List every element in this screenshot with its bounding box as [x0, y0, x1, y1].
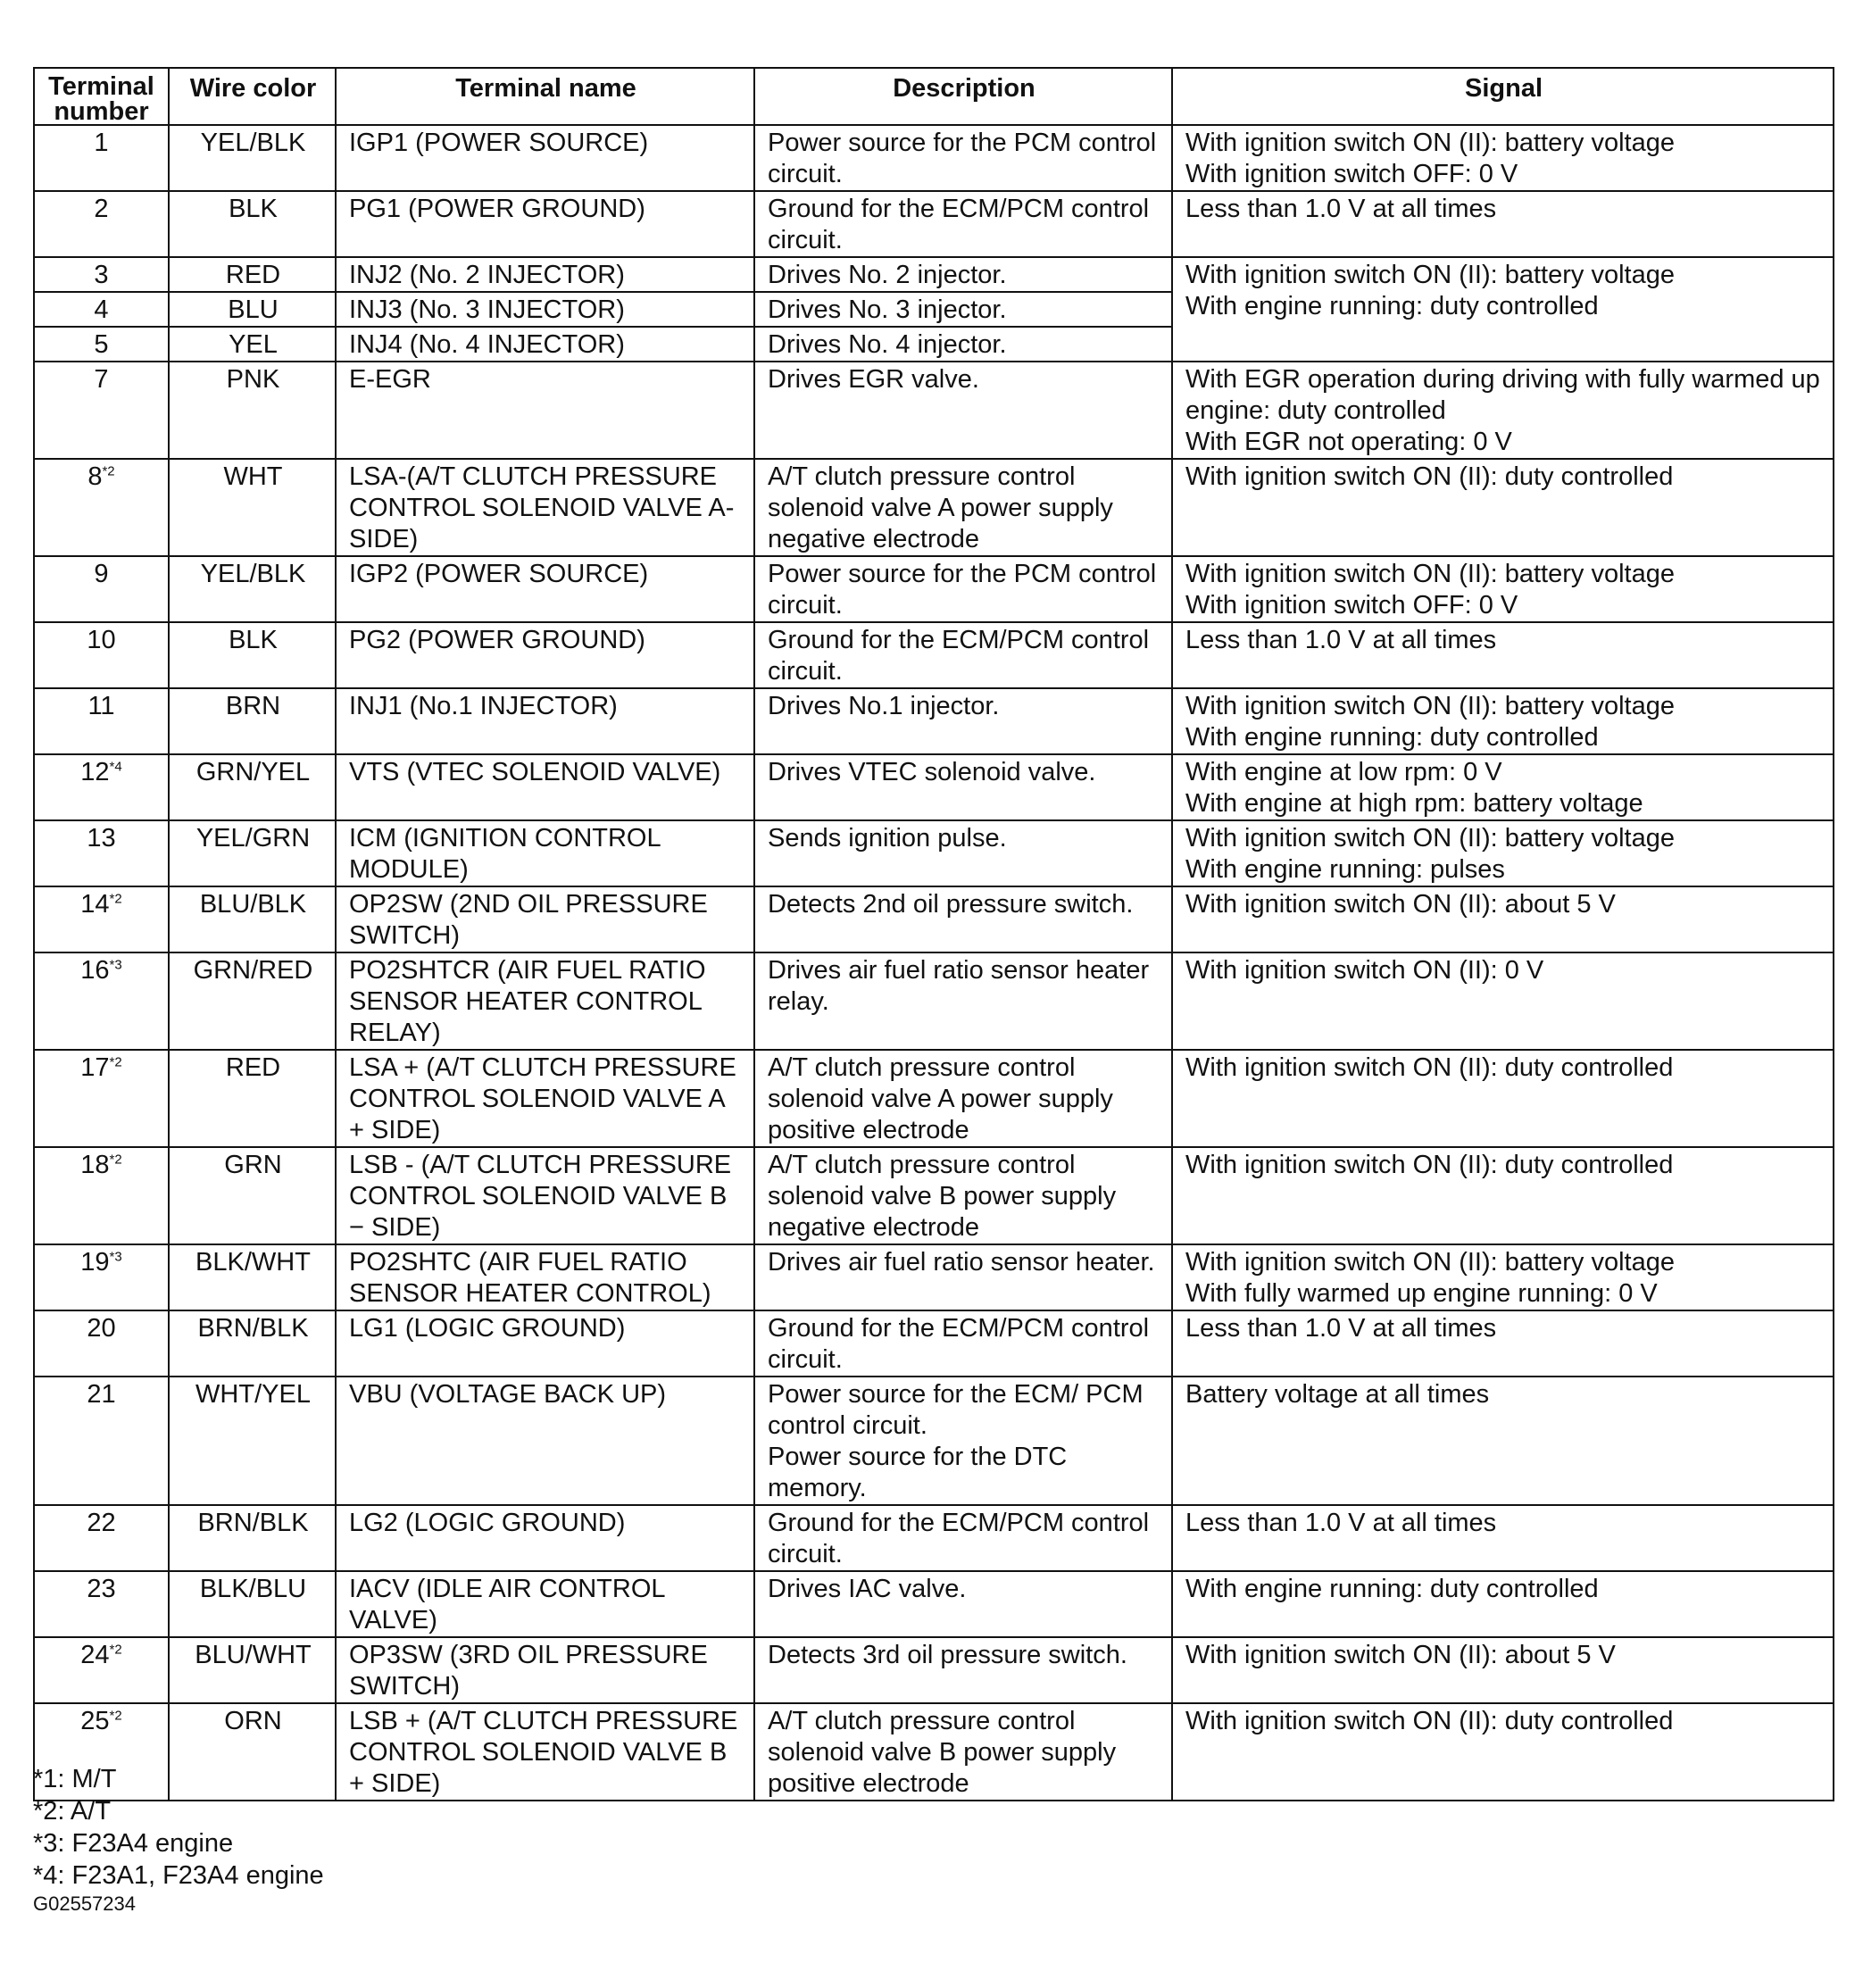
signal-cell — [1172, 362, 1834, 459]
terminal-number: 5 — [94, 330, 109, 359]
signal-line: With engine at high rpm: battery voltage — [1185, 789, 1643, 818]
description-line: Drives No. 2 injector. — [768, 261, 1007, 289]
description-cell — [754, 952, 1172, 1050]
terminal-number: 1 — [94, 129, 109, 157]
terminal-name-cell: LSA + (A/T CLUTCH PRESSURE CONTROL SOLENOID VALVE A + SIDE) — [336, 1050, 754, 1147]
description-cell — [754, 688, 1172, 754]
terminal-number-cell — [34, 1571, 169, 1637]
table-row — [34, 1050, 1834, 1147]
table-row — [34, 556, 1834, 622]
terminal-number: 24 — [80, 1641, 110, 1669]
terminal-name-cell: LG1 (LOGIC GROUND) — [336, 1310, 754, 1377]
terminal-number-cell — [34, 754, 169, 820]
terminal-number: 16 — [80, 956, 110, 985]
footnote-ref: *3 — [109, 957, 122, 973]
description-cell — [754, 459, 1172, 556]
wire-color-cell: BLU — [169, 292, 336, 327]
signal-cell — [1172, 1377, 1834, 1505]
description-line: A/T clutch pressure control solenoid valve A power supply negative electrode — [768, 462, 1113, 553]
description-cell — [754, 1310, 1172, 1377]
terminal-name-cell: LSA-(A/T CLUTCH PRESSURE CONTROL SOLENOID VALVE A-SIDE) — [336, 459, 754, 556]
header-terminal-name: Terminal name — [336, 68, 754, 125]
wire-color-cell: RED — [169, 257, 336, 292]
description-cell — [754, 886, 1172, 952]
signal-cell — [1172, 886, 1834, 952]
signal-cell — [1172, 459, 1834, 556]
description-cell — [754, 1147, 1172, 1244]
terminal-number-cell — [34, 459, 169, 556]
description-line: A/T clutch pressure control solenoid valve A power supply positive electrode — [768, 1053, 1113, 1144]
description-line: Drives No. 3 injector. — [768, 295, 1007, 324]
signal-line: Less than 1.0 V at all times — [1185, 195, 1497, 223]
description-cell — [754, 257, 1172, 292]
signal-line: With ignition switch ON (II): duty controlled — [1185, 1151, 1674, 1179]
signal-cell — [1172, 1505, 1834, 1571]
terminal-number: 2 — [94, 195, 109, 223]
signal-line: With engine at low rpm: 0 V — [1185, 758, 1502, 786]
footnote: *3: F23A4 engine — [33, 1829, 234, 1858]
signal-line: With ignition switch OFF: 0 V — [1185, 591, 1518, 620]
terminal-name-cell: INJ2 (No. 2 INJECTOR) — [336, 257, 754, 292]
terminal-number: 4 — [94, 295, 109, 324]
terminal-number: 12 — [80, 758, 110, 786]
table-row — [34, 257, 1834, 292]
description-line: Sends ignition pulse. — [768, 824, 1007, 853]
description-cell — [754, 327, 1172, 362]
signal-line: With ignition switch ON (II): duty controlled — [1185, 1707, 1674, 1735]
signal-line: With ignition switch OFF: 0 V — [1185, 160, 1518, 188]
terminal-number: 18 — [80, 1151, 110, 1179]
table-row — [34, 886, 1834, 952]
description-line: Drives IAC valve. — [768, 1575, 967, 1603]
description-line: Drives VTEC solenoid valve. — [768, 758, 1096, 786]
wire-color-cell: BLK/BLU — [169, 1571, 336, 1637]
description-cell — [754, 1637, 1172, 1703]
terminal-name-cell: PG2 (POWER GROUND) — [336, 622, 754, 688]
table-row — [34, 1637, 1834, 1703]
terminal-number-cell — [34, 1050, 169, 1147]
table-row — [34, 1310, 1834, 1377]
description-cell — [754, 820, 1172, 886]
description-cell — [754, 754, 1172, 820]
table-header-row — [34, 68, 1834, 125]
terminal-number-cell — [34, 556, 169, 622]
signal-line: Less than 1.0 V at all times — [1185, 626, 1497, 654]
wire-color-cell: BRN — [169, 688, 336, 754]
footnote-ref: *2 — [109, 1152, 122, 1168]
description-cell — [754, 362, 1172, 459]
signal-cell — [1172, 257, 1834, 362]
table-body — [34, 125, 1834, 1801]
signal-cell — [1172, 754, 1834, 820]
terminal-number-cell — [34, 1377, 169, 1505]
wire-color-cell: BLK/WHT — [169, 1244, 336, 1310]
wire-color-cell: GRN/YEL — [169, 754, 336, 820]
description-cell — [754, 556, 1172, 622]
terminal-number-cell — [34, 1637, 169, 1703]
footnote-ref: *4 — [109, 759, 122, 775]
terminal-number: 11 — [87, 692, 115, 720]
signal-line: With engine running: duty controlled — [1185, 723, 1599, 752]
description-line: Drives EGR valve. — [768, 365, 979, 394]
table-row — [34, 1377, 1834, 1505]
terminal-number-cell — [34, 191, 169, 257]
terminal-number-cell — [34, 886, 169, 952]
wire-color-cell: BRN/BLK — [169, 1310, 336, 1377]
description-cell — [754, 1244, 1172, 1310]
wire-color-cell: BLU/BLK — [169, 886, 336, 952]
description-line: A/T clutch pressure control solenoid valve B power supply positive electrode — [768, 1707, 1117, 1798]
table-row — [34, 1505, 1834, 1571]
terminal-number-cell — [34, 292, 169, 327]
description-line: Drives air fuel ratio sensor heater. — [768, 1248, 1155, 1277]
terminal-name-cell: ICM (IGNITION CONTROL MODULE) — [336, 820, 754, 886]
description-line: Drives air fuel ratio sensor heater relay. — [768, 956, 1150, 1016]
footnote-ref: *2 — [109, 1708, 122, 1724]
signal-cell — [1172, 125, 1834, 191]
terminal-number-cell — [34, 1505, 169, 1571]
table-row — [34, 459, 1834, 556]
description-line: Drives No.1 injector. — [768, 692, 1000, 720]
terminal-number: 14 — [80, 890, 110, 919]
table-row — [34, 622, 1834, 688]
table-row — [34, 1244, 1834, 1310]
terminal-name-cell: LG2 (LOGIC GROUND) — [336, 1505, 754, 1571]
table-row — [34, 362, 1834, 459]
description-line: Detects 3rd oil pressure switch. — [768, 1641, 1127, 1669]
terminal-name-cell: VTS (VTEC SOLENOID VALVE) — [336, 754, 754, 820]
description-line: Ground for the ECM/PCM control circuit. — [768, 1509, 1150, 1568]
terminal-number-cell — [34, 952, 169, 1050]
terminal-table — [33, 67, 1834, 1801]
table-row — [34, 820, 1834, 886]
terminal-number: 7 — [94, 365, 109, 394]
description-line: Ground for the ECM/PCM control circuit. — [768, 626, 1150, 686]
terminal-number: 25 — [80, 1707, 110, 1735]
wire-color-cell: GRN/RED — [169, 952, 336, 1050]
wire-color-cell: BRN/BLK — [169, 1505, 336, 1571]
wire-color-cell: ORN — [169, 1703, 336, 1801]
signal-line: With engine running: pulses — [1185, 855, 1505, 884]
signal-line: With engine running: duty controlled — [1185, 1575, 1599, 1603]
wire-color-cell: BLK — [169, 622, 336, 688]
wire-color-cell: WHT — [169, 459, 336, 556]
terminal-number: 23 — [87, 1575, 116, 1603]
wire-color-cell: WHT/YEL — [169, 1377, 336, 1505]
terminal-name-cell: E-EGR — [336, 362, 754, 459]
signal-line: With ignition switch ON (II): duty controlled — [1185, 462, 1674, 491]
signal-cell — [1172, 1310, 1834, 1377]
signal-line: With ignition switch ON (II): battery voltage — [1185, 129, 1675, 157]
terminal-name-cell: LSB + (A/T CLUTCH PRESSURE CONTROL SOLENOID VALVE B + SIDE) — [336, 1703, 754, 1801]
terminal-number: 21 — [87, 1380, 116, 1409]
description-line: Drives No. 4 injector. — [768, 330, 1007, 359]
footnote-ref: *2 — [102, 463, 115, 479]
description-line: Power source for the DTC memory. — [768, 1443, 1068, 1502]
terminal-number-cell — [34, 327, 169, 362]
description-cell — [754, 1571, 1172, 1637]
table-row — [34, 1147, 1834, 1244]
terminal-number: 19 — [80, 1248, 110, 1277]
signal-cell — [1172, 820, 1834, 886]
terminal-name-cell: PO2SHTCR (AIR FUEL RATIO SENSOR HEATER CONTROL RELAY) — [336, 952, 754, 1050]
signal-line: With EGR operation during driving with fully warmed up engine: duty controlled — [1185, 365, 1820, 425]
description-cell — [754, 622, 1172, 688]
terminal-number-cell — [34, 688, 169, 754]
signal-line: With ignition switch ON (II): battery voltage — [1185, 1248, 1675, 1277]
description-line: Power source for the PCM control circuit. — [768, 560, 1157, 620]
signal-cell — [1172, 1050, 1834, 1147]
description-line: Ground for the ECM/PCM control circuit. — [768, 195, 1150, 254]
description-cell — [754, 292, 1172, 327]
signal-cell — [1172, 952, 1834, 1050]
terminal-number: 8 — [87, 462, 103, 491]
description-line: Power source for the ECM/ PCM control circuit. — [768, 1380, 1144, 1440]
terminal-number-cell — [34, 820, 169, 886]
signal-line: With ignition switch ON (II): about 5 V — [1185, 1641, 1616, 1669]
terminal-name-cell: IGP2 (POWER SOURCE) — [336, 556, 754, 622]
signal-line: With ignition switch ON (II): about 5 V — [1185, 890, 1616, 919]
signal-line: Less than 1.0 V at all times — [1185, 1509, 1497, 1537]
terminal-number-cell — [34, 125, 169, 191]
table-row — [34, 688, 1834, 754]
figure-code: G02557234 — [33, 1892, 136, 1915]
footnote-ref: *2 — [109, 891, 122, 907]
terminal-name-cell: IACV (IDLE AIR CONTROL VALVE) — [336, 1571, 754, 1637]
terminal-number-cell — [34, 362, 169, 459]
signal-line: With fully warmed up engine running: 0 V — [1185, 1279, 1658, 1308]
terminal-number-cell — [34, 1244, 169, 1310]
table-row — [34, 1571, 1834, 1637]
table-row — [34, 125, 1834, 191]
signal-line: With ignition switch ON (II): battery voltage — [1185, 824, 1675, 853]
terminal-name-cell: INJ3 (No. 3 INJECTOR) — [336, 292, 754, 327]
description-cell — [754, 191, 1172, 257]
signal-cell — [1172, 1571, 1834, 1637]
terminal-number: 9 — [94, 560, 109, 588]
wire-color-cell: YEL/BLK — [169, 125, 336, 191]
footnote-ref: *2 — [109, 1054, 122, 1070]
description-line: Ground for the ECM/PCM control circuit. — [768, 1314, 1150, 1374]
wire-color-cell: BLK — [169, 191, 336, 257]
signal-line: With ignition switch ON (II): battery voltage — [1185, 560, 1675, 588]
wire-color-cell: YEL — [169, 327, 336, 362]
table-row — [34, 952, 1834, 1050]
signal-line: With ignition switch ON (II): duty controlled — [1185, 1053, 1674, 1082]
terminal-name-cell: INJ1 (No.1 INJECTOR) — [336, 688, 754, 754]
footnote-ref: *2 — [109, 1642, 122, 1658]
signal-line: With ignition switch ON (II): battery voltage — [1185, 692, 1675, 720]
footnote: *2: A/T — [33, 1797, 112, 1826]
terminal-name-cell: VBU (VOLTAGE BACK UP) — [336, 1377, 754, 1505]
description-line: Power source for the PCM control circuit. — [768, 129, 1157, 188]
signal-line: With EGR not operating: 0 V — [1185, 428, 1512, 456]
wire-color-cell: PNK — [169, 362, 336, 459]
terminal-number: 20 — [87, 1314, 116, 1343]
wire-color-cell: YEL/GRN — [169, 820, 336, 886]
description-cell — [754, 1050, 1172, 1147]
signal-cell — [1172, 622, 1834, 688]
header-terminal-number: Terminal number — [34, 68, 169, 125]
description-line: Detects 2nd oil pressure switch. — [768, 890, 1134, 919]
description-cell — [754, 1377, 1172, 1505]
terminal-name-cell: OP2SW (2ND OIL PRESSURE SWITCH) — [336, 886, 754, 952]
header-description: Description — [754, 68, 1172, 125]
terminal-number-cell — [34, 1310, 169, 1377]
signal-cell — [1172, 1244, 1834, 1310]
footnote-ref: *3 — [109, 1249, 122, 1265]
terminal-name-cell: IGP1 (POWER SOURCE) — [336, 125, 754, 191]
signal-cell — [1172, 556, 1834, 622]
header-signal: Signal — [1172, 68, 1834, 125]
description-cell — [754, 1703, 1172, 1801]
terminal-name-cell: LSB - (A/T CLUTCH PRESSURE CONTROL SOLENOID VALVE B − SIDE) — [336, 1147, 754, 1244]
signal-line: With ignition switch ON (II): battery voltage — [1185, 261, 1675, 289]
footnotes — [33, 1763, 324, 1892]
terminal-name-cell: PG1 (POWER GROUND) — [336, 191, 754, 257]
footnote: *4: F23A1, F23A4 engine — [33, 1861, 324, 1890]
terminal-number-cell — [34, 1147, 169, 1244]
signal-line: With engine running: duty controlled — [1185, 292, 1599, 320]
wire-color-cell: RED — [169, 1050, 336, 1147]
signal-cell — [1172, 191, 1834, 257]
terminal-name-cell: PO2SHTC (AIR FUEL RATIO SENSOR HEATER CONTROL) — [336, 1244, 754, 1310]
terminal-number: 22 — [87, 1509, 116, 1537]
description-cell — [754, 1505, 1172, 1571]
wire-color-cell: BLU/WHT — [169, 1637, 336, 1703]
table-row — [34, 191, 1834, 257]
description-line: A/T clutch pressure control solenoid valve B power supply negative electrode — [768, 1151, 1117, 1242]
signal-cell — [1172, 1703, 1834, 1801]
table-row — [34, 754, 1834, 820]
signal-line: With ignition switch ON (II): 0 V — [1185, 956, 1544, 985]
description-cell — [754, 125, 1172, 191]
signal-line: Less than 1.0 V at all times — [1185, 1314, 1497, 1343]
terminal-number-cell — [34, 622, 169, 688]
terminal-number-cell — [34, 257, 169, 292]
terminal-number: 17 — [80, 1053, 110, 1082]
terminal-number: 10 — [87, 626, 116, 654]
signal-cell — [1172, 688, 1834, 754]
footnote: *1: M/T — [33, 1765, 117, 1793]
terminal-number: 3 — [94, 261, 109, 289]
wire-color-cell: YEL/BLK — [169, 556, 336, 622]
signal-cell — [1172, 1637, 1834, 1703]
signal-cell — [1172, 1147, 1834, 1244]
terminal-name-cell: OP3SW (3RD OIL PRESSURE SWITCH) — [336, 1637, 754, 1703]
terminal-number: 13 — [87, 824, 116, 853]
header-wire-color: Wire color — [169, 68, 336, 125]
signal-line: Battery voltage at all times — [1185, 1380, 1490, 1409]
wire-color-cell: GRN — [169, 1147, 336, 1244]
terminal-name-cell: INJ4 (No. 4 INJECTOR) — [336, 327, 754, 362]
